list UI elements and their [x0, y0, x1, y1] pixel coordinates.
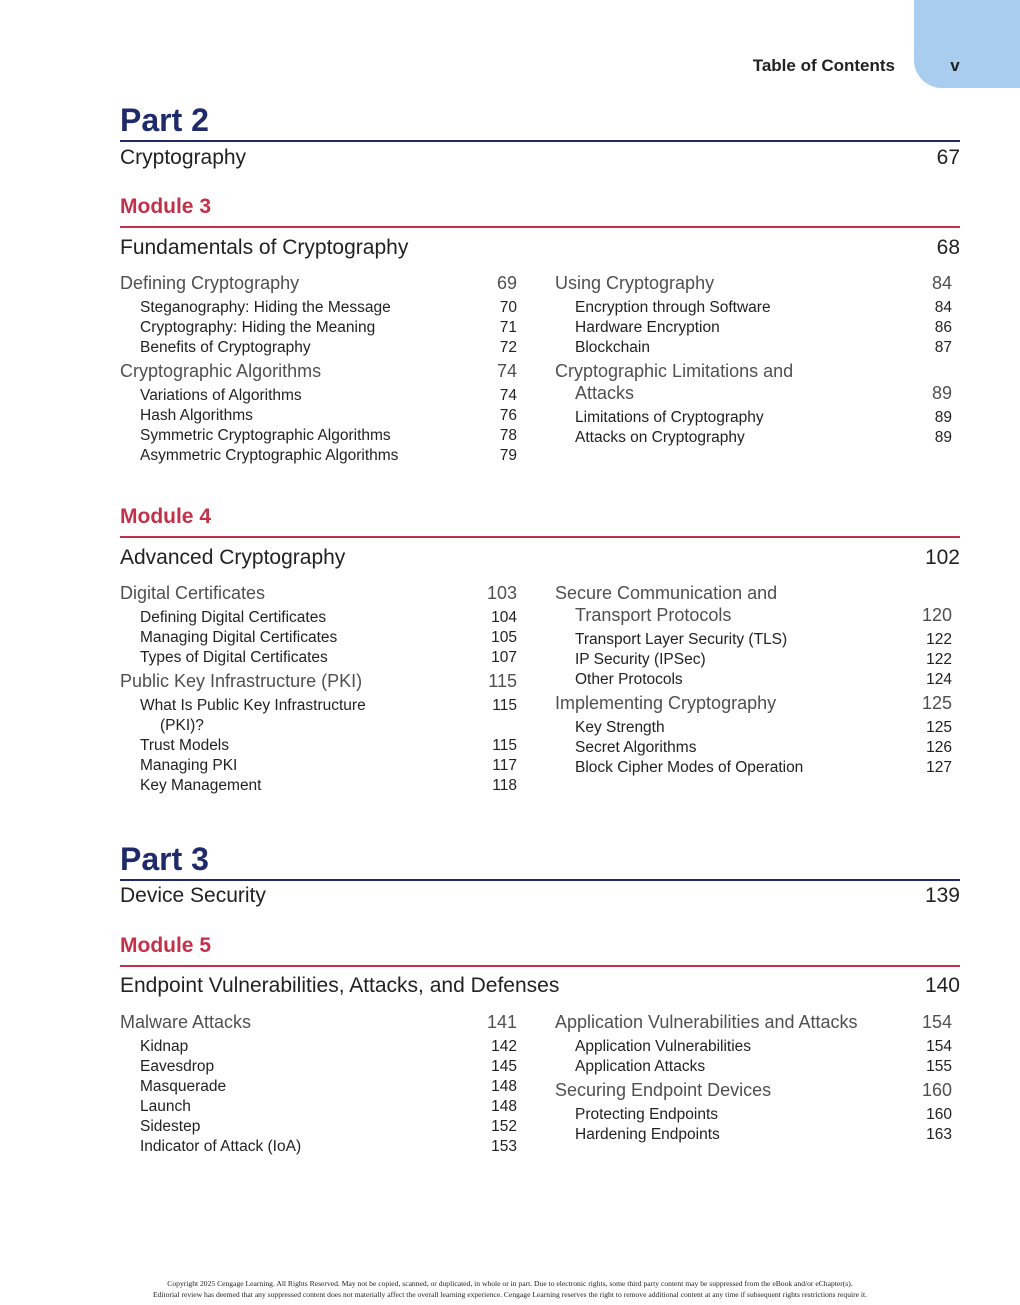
toc-section[interactable]	[120, 582, 517, 604]
subsection-page: 148	[491, 1078, 517, 1095]
toc-subsection[interactable]	[120, 406, 517, 426]
subsection-page: 148	[491, 1098, 517, 1115]
module5-left-column	[120, 1009, 517, 1157]
part-label: Part 2	[120, 102, 209, 138]
subsection-page: 155	[926, 1058, 952, 1075]
subsection-page: 115	[492, 697, 517, 714]
toc-section[interactable]	[555, 692, 952, 714]
part-title: Device Security	[120, 884, 266, 907]
module4-right-column	[555, 580, 952, 778]
subsection-page: 79	[499, 447, 517, 464]
toc-subsection[interactable]	[120, 338, 517, 358]
subsection-page: 124	[926, 671, 952, 688]
subsection-page: 89	[934, 409, 952, 426]
toc-section[interactable]	[555, 582, 952, 626]
running-head: Table of Contents	[752, 56, 895, 75]
subsection-title: Limitations of Cryptography	[575, 409, 764, 426]
page-number: v	[950, 56, 960, 75]
section-title: Using Cryptography	[555, 273, 715, 293]
subsection-page: 153	[491, 1138, 517, 1155]
toc-subsection[interactable]	[120, 1097, 517, 1117]
module-label: Module 5	[120, 934, 212, 957]
part-rule	[120, 140, 960, 142]
toc-section[interactable]	[555, 1011, 952, 1033]
subsection-title: Kidnap	[140, 1038, 189, 1055]
subsection-title: Hardening Endpoints	[575, 1126, 720, 1143]
subsection-page: 122	[926, 631, 952, 648]
toc-section[interactable]	[555, 360, 952, 404]
subsection-title: Encryption through Software	[575, 299, 771, 316]
toc-subsection[interactable]	[120, 318, 517, 338]
toc-section[interactable]	[555, 272, 952, 294]
module-title-row[interactable]	[120, 974, 960, 998]
module-rule	[120, 536, 960, 538]
module5-right-column	[555, 1009, 952, 1145]
subsection-page: 122	[926, 651, 952, 668]
subsection-title: Key Strength	[575, 719, 665, 736]
module-title: Advanced Cryptography	[120, 546, 346, 569]
toc-subsection[interactable]	[555, 718, 952, 738]
subsection-page: 125	[926, 719, 952, 736]
subsection-title: IP Security (IPSec)	[575, 651, 706, 668]
subsection-page: 71	[499, 319, 517, 336]
part-label: Part 3	[120, 841, 209, 877]
toc-subsection[interactable]	[555, 1037, 952, 1057]
section-page: 125	[921, 693, 952, 713]
subsection-page: 78	[499, 427, 517, 444]
subsection-page: 142	[491, 1038, 517, 1055]
subsection-page: 154	[926, 1038, 952, 1055]
toc-subsection[interactable]	[555, 318, 952, 338]
toc-subsection[interactable]	[120, 648, 517, 668]
subsection-title: Block Cipher Modes of Operation	[575, 759, 804, 776]
subsection-page: 115	[492, 737, 517, 754]
subsection-page: 76	[499, 407, 517, 424]
copyright-line-1: Copyright 2025 Cengage Learning. All Rights Reserved. May not be copied, scanned, or duplicated, in whole or in part. Due to electronic rights, some third party content may be suppressed from the eBook and/or eChapter(s).	[167, 1279, 853, 1288]
toc-section[interactable]	[120, 670, 517, 692]
part-title-row[interactable]	[120, 884, 960, 908]
toc-subsection[interactable]	[120, 1077, 517, 1097]
toc-subsection[interactable]	[120, 736, 517, 756]
subsection-page: 84	[934, 299, 952, 316]
subsection-title: Protecting Endpoints	[575, 1106, 719, 1123]
part-page: 139	[924, 884, 960, 907]
section-title: Implementing Cryptography	[555, 693, 777, 713]
toc-subsection[interactable]	[120, 1037, 517, 1057]
toc-subsection[interactable]	[120, 696, 517, 736]
section-title: Securing Endpoint Devices	[555, 1080, 772, 1100]
subsection-page: 118	[492, 777, 517, 794]
toc-subsection[interactable]	[555, 758, 952, 778]
module3-left-column	[120, 270, 517, 466]
section-page: 154	[921, 1012, 952, 1032]
module-page: 102	[924, 546, 960, 569]
section-title: Malware Attacks	[120, 1012, 252, 1032]
module4-left-column	[120, 580, 517, 796]
subsection-page: 72	[499, 339, 517, 356]
subsection-title: Blockchain	[575, 339, 650, 356]
toc-subsection[interactable]	[555, 428, 952, 448]
subsection-page: 145	[491, 1058, 517, 1075]
subsection-title: Other Protocols	[575, 671, 683, 688]
module-label: Module 4	[120, 505, 212, 528]
subsection-page: 127	[926, 759, 952, 776]
toc-subsection[interactable]	[120, 756, 517, 776]
subsection-title: Managing Digital Certificates	[140, 629, 338, 646]
module-title-row[interactable]	[120, 236, 960, 260]
subsection-title: Masquerade	[140, 1078, 227, 1095]
subsection-title: Attacks on Cryptography	[575, 429, 745, 446]
subsection-title: Variations of Algorithms	[140, 387, 302, 404]
toc-subsection[interactable]	[555, 1105, 952, 1125]
part-title-row[interactable]	[120, 146, 960, 170]
module-title-row[interactable]	[120, 546, 960, 570]
toc-subsection[interactable]	[120, 298, 517, 318]
subsection-title: Secret Algorithms	[575, 739, 697, 756]
section-title: Secure Communication and Transport Protocols	[555, 583, 778, 625]
subsection-title: Asymmetric Cryptographic Algorithms	[140, 447, 399, 464]
toc-subsection[interactable]	[120, 1137, 517, 1157]
toc-subsection[interactable]	[120, 426, 517, 446]
section-page: 89	[931, 383, 952, 403]
section-page: 141	[486, 1012, 517, 1032]
subsection-title: Types of Digital Certificates	[140, 649, 328, 666]
part-rule	[120, 879, 960, 881]
subsection-title: Application Vulnerabilities	[575, 1038, 752, 1055]
toc-subsection[interactable]	[120, 628, 517, 648]
subsection-page: 89	[934, 429, 952, 446]
subsection-page: 152	[491, 1118, 517, 1135]
subsection-title: Transport Layer Security (TLS)	[575, 631, 788, 648]
subsection-title: Sidestep	[140, 1118, 201, 1135]
subsection-page: 104	[491, 609, 517, 626]
subsection-page: 117	[492, 757, 517, 774]
subsection-title: What Is Public Key Infrastructure (PKI)?	[140, 697, 366, 734]
toc-subsection[interactable]	[120, 776, 517, 796]
toc-subsection[interactable]	[555, 338, 952, 358]
module-rule	[120, 965, 960, 967]
toc-subsection[interactable]	[555, 630, 952, 650]
subsection-title: Hardware Encryption	[575, 319, 720, 336]
section-title: Cryptographic Limitations and Attacks	[555, 361, 794, 403]
subsection-title: Managing PKI	[140, 757, 238, 774]
section-title: Cryptographic Algorithms	[120, 361, 322, 381]
copyright-footer	[100, 1278, 920, 1300]
part-page: 67	[936, 146, 960, 169]
subsection-title: Hash Algorithms	[140, 407, 253, 424]
toc-subsection[interactable]	[120, 608, 517, 628]
module-rule	[120, 226, 960, 228]
section-page: 84	[931, 273, 952, 293]
section-page: 69	[496, 273, 517, 293]
subsection-title: Benefits of Cryptography	[140, 339, 311, 356]
subsection-page: 160	[926, 1106, 952, 1123]
section-title: Application Vulnerabilities and Attacks	[555, 1012, 858, 1032]
module-title: Endpoint Vulnerabilities, Attacks, and Defenses	[120, 974, 560, 997]
part-title: Cryptography	[120, 146, 247, 169]
subsection-page: 87	[934, 339, 952, 356]
subsection-page: 107	[491, 649, 517, 666]
subsection-page: 74	[499, 387, 517, 404]
subsection-title: Application Attacks	[575, 1058, 706, 1075]
subsection-page: 70	[499, 299, 517, 316]
module-page: 68	[936, 236, 960, 259]
section-page: 120	[921, 605, 952, 625]
subsection-title: Key Management	[140, 777, 262, 794]
section-title: Defining Cryptography	[120, 273, 300, 293]
toc-section[interactable]	[555, 1079, 952, 1101]
module3-right-column	[555, 270, 952, 448]
subsection-title: Eavesdrop	[140, 1058, 215, 1075]
section-page: 103	[486, 583, 517, 603]
toc-subsection[interactable]	[120, 1117, 517, 1137]
toc-section[interactable]	[120, 272, 517, 294]
toc-subsection[interactable]	[555, 650, 952, 670]
section-page: 115	[488, 671, 517, 691]
toc-subsection[interactable]	[120, 446, 517, 466]
subsection-page: 86	[934, 319, 952, 336]
section-page: 74	[496, 361, 517, 381]
toc-subsection[interactable]	[555, 1125, 952, 1145]
subsection-title: Cryptography: Hiding the Meaning	[140, 319, 376, 336]
toc-section[interactable]	[120, 360, 517, 382]
subsection-page: 126	[926, 739, 952, 756]
toc-subsection[interactable]	[555, 298, 952, 318]
subsection-title: Indicator of Attack (IoA)	[140, 1138, 302, 1155]
subsection-title: Trust Models	[140, 737, 230, 754]
subsection-title: Defining Digital Certificates	[140, 609, 327, 626]
toc-subsection[interactable]	[120, 1057, 517, 1077]
toc-subsection[interactable]	[555, 738, 952, 758]
module-page: 140	[924, 974, 960, 997]
subsection-page: 105	[491, 629, 517, 646]
subsection-title: Launch	[140, 1098, 191, 1115]
section-page: 160	[921, 1080, 952, 1100]
toc-subsection[interactable]	[555, 408, 952, 428]
copyright-line-2: Editorial review has deemed that any suppressed content does not materially affect the overall learning experience. Cengage Learning reserves the right to remove additional content at any time if subsequent rights restrictions require it.	[152, 1290, 868, 1299]
module-label: Module 3	[120, 195, 212, 218]
section-title: Digital Certificates	[120, 583, 266, 603]
module-title: Fundamentals of Cryptography	[120, 236, 409, 259]
subsection-title: Steganography: Hiding the Message	[140, 299, 391, 316]
subsection-title: Symmetric Cryptographic Algorithms	[140, 427, 391, 444]
toc-section[interactable]	[120, 1011, 517, 1033]
toc-subsection[interactable]	[555, 1057, 952, 1077]
toc-subsection[interactable]	[120, 386, 517, 406]
subsection-page: 163	[926, 1126, 952, 1143]
section-title: Public Key Infrastructure (PKI)	[120, 671, 363, 691]
toc-subsection[interactable]	[555, 670, 952, 690]
